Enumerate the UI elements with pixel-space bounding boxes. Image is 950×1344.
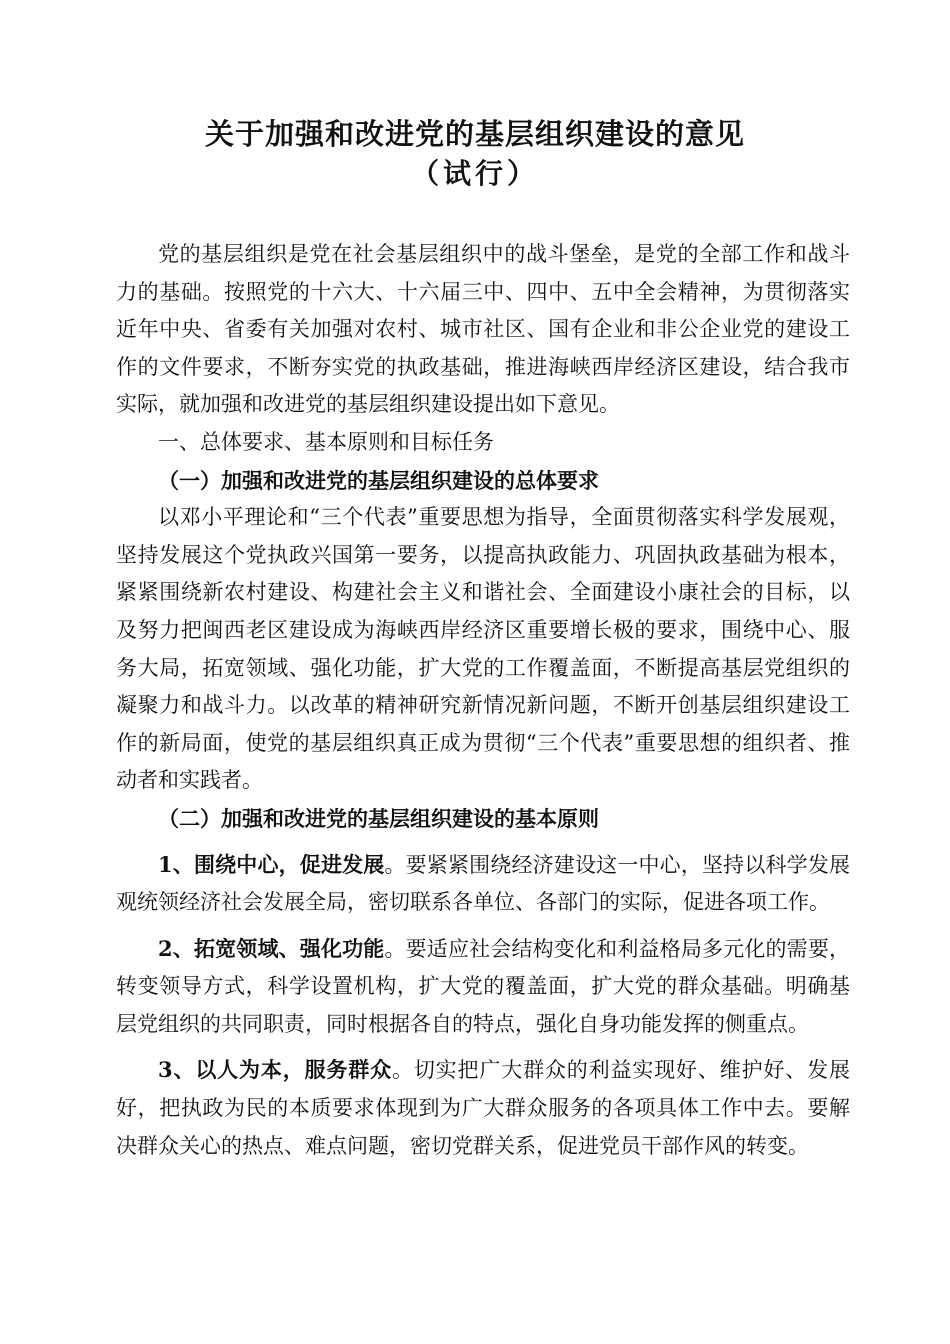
principle-1-paragraph: [116, 846, 850, 922]
principle-2-lead: 2、拓宽领域、强化功能: [158, 935, 385, 961]
intro-paragraph: 党的基层组织是党在社会基层组织中的战斗堡垒，是党的全部工作和战斗力的基础。按照党的十六大、十六届三中、四中、五中全会精神，为贯彻落实近年中央、省委有关加强对农村、城市社区、国有企业和非公企业党的建设工作的文件要求，不断夯实党的执政基础，推进海峡西岸经济区建设，结合我市实际，就加强和改进党的基层组织建设提出如下意见。: [116, 242, 850, 417]
document-title: 关于加强和改进党的基层组织建设的意见: [204, 117, 745, 151]
subsection-heading-2: （二）加强和改进党的基层组织建设的基本原则: [158, 805, 599, 831]
principle-2-paragraph: [116, 930, 850, 1044]
document-body: [116, 236, 850, 1165]
principle-3-paragraph: [116, 1051, 850, 1165]
principle-1-text: 。要紧紧围绕经济建设这一中心，坚持以科学发展观统领经济社会发展全局，密切联系各单位、各部门的实际，促进各项工作。: [116, 852, 850, 915]
subsection-1-paragraph: 以邓小平理论和“三个代表”重要思想为指导，全面贯彻落实科学发展观，坚持发展这个党执政兴国第一要务，以提高执政能力、巩固执政基础为根本，紧紧围绕新农村建设、构建社会主义和谐社会、全面建设小康社会的目标，以及努力把闽西老区建设成为海峡西岸经济区重要增长极的要求，围绕中心、服务大局，拓宽领域、强化功能，扩大党的工作覆盖面，不断提高基层党组织的凝聚力和战斗力。以改革的精神研究新情况新问题，不断开创基层组织建设工作的新局面，使党的基层组织真正成为贯彻“三个代表”重要思想的组织者、推动者和实践者。: [116, 505, 850, 793]
principle-1-lead: 1、围绕中心，促进发展: [158, 851, 385, 877]
document-subtitle: （试行）: [410, 157, 539, 190]
subsection-heading-1: （一）加强和改进党的基层组织建设的总体要求: [158, 467, 599, 493]
section-heading-1: 一、总体要求、基本原则和目标任务: [158, 429, 494, 454]
principle-3-lead: 3、以人为本，服务群众: [158, 1057, 392, 1083]
principle-3-text: 。切实把广大群众的利益实现好、维护好、发展好，把执政为民的本质要求体现到为广大群众服务的各项具体工作中去。要解决群众关心的热点、难点问题，密切党群关系，促进党员干部作风的转变。: [116, 1058, 850, 1158]
principle-2-text: 。要适应社会结构变化和利益格局多元化的需要，转变领导方式，科学设置机构，扩大党的覆盖面，扩大党的群众基础。明确基层党组织的共同职责，同时根据各自的特点，强化自身功能发挥的侧重点。: [116, 936, 850, 1036]
